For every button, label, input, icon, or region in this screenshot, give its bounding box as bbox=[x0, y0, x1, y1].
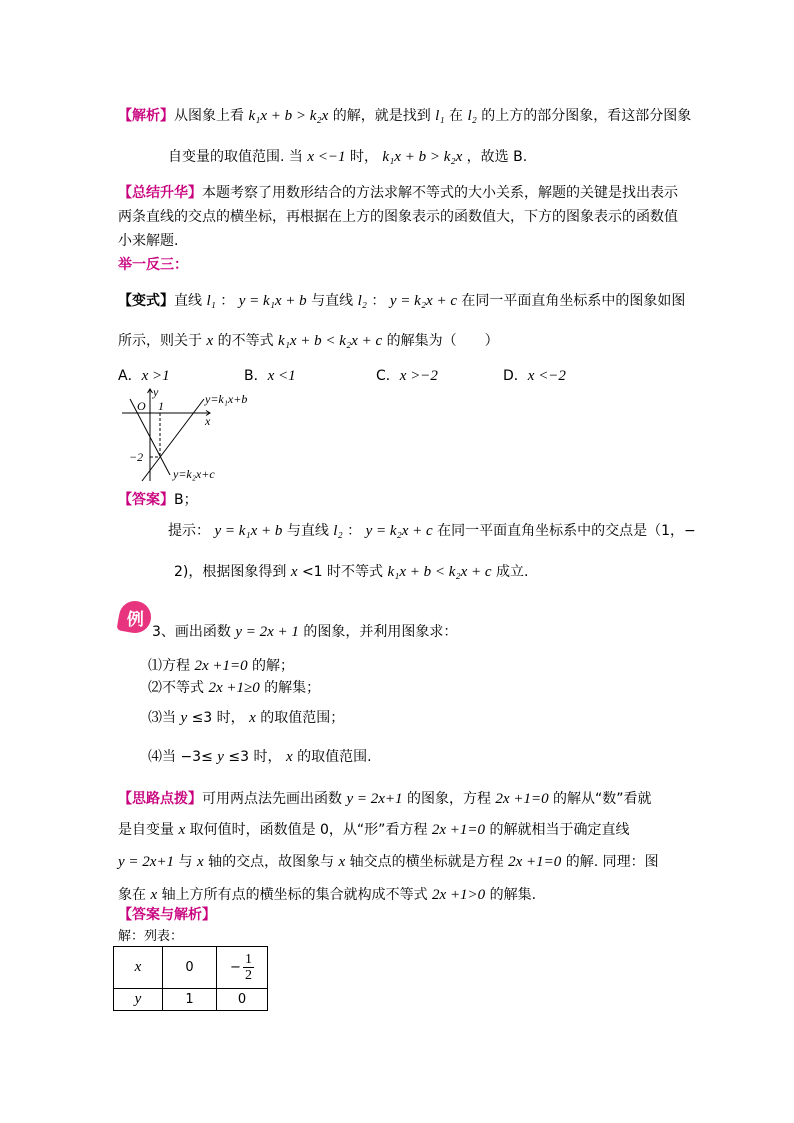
math-expression: l₂ bbox=[467, 108, 477, 124]
text-run: 的取值范围； bbox=[255, 710, 345, 726]
table-cell bbox=[217, 989, 268, 1011]
example-intro-text bbox=[152, 624, 457, 640]
table-row-y bbox=[114, 989, 268, 1011]
math-expression: 2x +1=0 bbox=[495, 791, 549, 807]
analysis-label: 【解析】 bbox=[118, 108, 174, 124]
thinking-line-2 bbox=[118, 821, 630, 839]
practice-heading: 举一反三： bbox=[118, 257, 188, 273]
hint-line-2 bbox=[174, 563, 529, 581]
x-tick-label: 1 bbox=[158, 399, 164, 413]
text-run: ⑶当 bbox=[148, 710, 181, 726]
text-run: 的图象，方程 bbox=[402, 791, 496, 807]
table-row-x bbox=[114, 947, 268, 989]
math-expression: l₁ bbox=[206, 293, 216, 309]
text-run: 的解从“数”看就 bbox=[548, 791, 652, 807]
summary-line-2: 两条直线的交点的横坐标，再根据在上方的图象表示的函数值大，下方的图象表示的函数值 bbox=[118, 209, 678, 225]
text-run: ： bbox=[366, 293, 390, 309]
text-run: ⑵不等式 bbox=[148, 680, 209, 696]
option-value: x <1 bbox=[267, 368, 296, 384]
math-expression: x bbox=[196, 854, 204, 870]
math-expression: 2x +1≥0 bbox=[208, 680, 260, 696]
option-value: x >1 bbox=[141, 368, 170, 384]
text-run: 在同一平面直角坐标系中的交点是（1，− bbox=[432, 523, 696, 539]
text-run: 与直线 bbox=[282, 523, 334, 539]
origin-label: O bbox=[137, 399, 146, 413]
math-expression: y = k₂x + c bbox=[365, 523, 433, 539]
cell-value: 1 bbox=[185, 992, 194, 1007]
math-expression: l₁ bbox=[435, 108, 445, 124]
text-run: 的解，就是找到 bbox=[328, 108, 436, 124]
thinking-text-2 bbox=[118, 822, 630, 838]
variant-text-2 bbox=[118, 333, 499, 349]
text-run: 与直线 bbox=[306, 293, 358, 309]
text-run: ≤3 时， bbox=[187, 710, 250, 726]
summary-label: 【总结升华】 bbox=[118, 185, 202, 201]
math-expression: x bbox=[285, 749, 293, 765]
math-expression: l₂ bbox=[357, 293, 367, 309]
math-expression: y bbox=[217, 749, 224, 765]
math-expression: k₁x + b < k₂x + c bbox=[387, 564, 492, 580]
text-run: 轴上方所有点的横坐标的集合就构成不等式 bbox=[157, 887, 433, 903]
cell-value: 0 bbox=[237, 992, 247, 1007]
summary-line-3: 小来解题. bbox=[118, 233, 179, 249]
text-run: 的上方的部分图象，看这部分图象 bbox=[476, 108, 692, 124]
answer-label: 【答案】 bbox=[118, 492, 174, 508]
answer-line bbox=[118, 491, 198, 509]
thinking-line-4 bbox=[118, 886, 536, 904]
analysis-line-2 bbox=[168, 148, 527, 166]
option-letter: C． bbox=[376, 368, 400, 384]
text-run: 取何值时，函数值是 0，从“形”看方程 bbox=[185, 822, 432, 838]
thinking-line-1 bbox=[118, 790, 652, 808]
example-item-text bbox=[148, 710, 344, 726]
option-letter: A． bbox=[118, 368, 142, 384]
fraction bbox=[243, 952, 254, 983]
variant-label: 【变式】 bbox=[118, 293, 174, 309]
table-header-cell bbox=[114, 989, 163, 1011]
hint-line-1 bbox=[168, 522, 696, 540]
fraction-denominator: 2 bbox=[244, 968, 252, 983]
text-run: 的解. 同理：图 bbox=[561, 854, 659, 870]
text-run: 的解； bbox=[247, 658, 295, 674]
text-run: 自变量的取值范围. 当 bbox=[168, 149, 308, 165]
table-cell bbox=[163, 989, 217, 1011]
option-d bbox=[503, 367, 566, 385]
math-expression: 2x +1=0 bbox=[194, 658, 248, 674]
thinking-text-1 bbox=[202, 791, 652, 807]
example-intro bbox=[152, 623, 457, 641]
text-run: 的解集. bbox=[485, 887, 537, 903]
value-table bbox=[113, 946, 268, 1011]
math-expression: 2x +1=0 bbox=[508, 854, 562, 870]
analysis-line-1 bbox=[118, 107, 691, 125]
text-run: 的取值范围. bbox=[292, 749, 372, 765]
text-run: ≤3 时， bbox=[223, 749, 286, 765]
table-cell bbox=[163, 947, 217, 989]
math-expression: y = 2x+1 bbox=[118, 854, 175, 870]
text-run: 在同一平面直角坐标系中的图象如图 bbox=[456, 293, 686, 309]
math-expression: y = 2x+1 bbox=[346, 791, 403, 807]
example-item-text bbox=[148, 680, 320, 696]
math-expression: x <−1 bbox=[307, 149, 346, 165]
math-expression: x bbox=[150, 887, 158, 903]
graph-diagram bbox=[118, 386, 270, 486]
option-a bbox=[118, 367, 170, 385]
option-c bbox=[376, 367, 438, 385]
solution-intro: 解：列表： bbox=[118, 929, 184, 944]
variant-line-1 bbox=[118, 292, 685, 310]
text-run: ，故选 B. bbox=[462, 149, 528, 165]
x-axis-label: x bbox=[205, 414, 211, 428]
text-run: 可用两点法先画出函数 bbox=[202, 791, 347, 807]
y-tick-label: −2 bbox=[129, 450, 144, 464]
text-run: 的解集； bbox=[259, 680, 321, 696]
math-expression: k₁x + b > k₂x bbox=[248, 108, 329, 124]
math-expression: y = k₁x + b bbox=[238, 293, 307, 309]
hint-text-1 bbox=[168, 523, 696, 539]
math-expression: 2x +1>0 bbox=[432, 887, 486, 903]
x-variable-label: x bbox=[134, 959, 142, 975]
text-run: 轴交点的横坐标就是方程 bbox=[345, 854, 509, 870]
math-expression: x bbox=[249, 710, 256, 726]
y-variable-label: y bbox=[134, 991, 142, 1007]
option-letter: B． bbox=[244, 368, 268, 384]
summary-text-1: 本题考察了用数形结合的方法求解不等式的大小关系，解题的关键是找出表示 bbox=[202, 185, 678, 201]
text-run: 是自变量 bbox=[118, 822, 179, 838]
fraction-sign: − bbox=[230, 960, 241, 975]
example-badge-text: 例 bbox=[126, 609, 144, 630]
text-run: 与 bbox=[174, 854, 197, 870]
fraction-value bbox=[230, 952, 254, 983]
variant-text-1 bbox=[174, 293, 685, 309]
text-run: 在 bbox=[444, 108, 468, 124]
example-item-text bbox=[148, 658, 294, 674]
option-value: x >−2 bbox=[399, 368, 438, 384]
thinking-label: 【思路点拨】 bbox=[118, 791, 202, 807]
text-run: 成立. bbox=[491, 564, 529, 580]
fraction-numerator: 1 bbox=[244, 952, 252, 967]
math-expression: y = 2x + 1 bbox=[235, 624, 299, 640]
text-run: 2)，根据图象得到 bbox=[174, 564, 291, 580]
text-run: 时， bbox=[345, 149, 383, 165]
hint-text-2 bbox=[174, 564, 529, 580]
example-badge-icon bbox=[116, 598, 153, 635]
option-value: x <−2 bbox=[527, 368, 566, 384]
text-run: 的解就相当于确定直线 bbox=[485, 822, 630, 838]
text-run: 轴的交点，故图象与 bbox=[203, 854, 339, 870]
math-expression: k₁x + b < k₂x + c bbox=[278, 333, 383, 349]
math-expression: y bbox=[180, 710, 188, 726]
math-expression: l₂ bbox=[333, 523, 343, 539]
answer-value: B； bbox=[174, 492, 198, 508]
variant-line-2 bbox=[118, 332, 499, 350]
math-expression: y = k₂x + c bbox=[389, 293, 457, 309]
text-run: 所示，则关于 bbox=[118, 333, 207, 349]
math-expression: x bbox=[178, 822, 186, 838]
text-run: 提示： bbox=[168, 523, 215, 539]
text-run: 直线 bbox=[174, 293, 207, 309]
text-run: ⑷当 −3≤ bbox=[148, 749, 218, 765]
math-expression: y = k₁x + b bbox=[214, 523, 283, 539]
thinking-line-3 bbox=[118, 853, 659, 871]
line-l1-label: y=k₁x+b bbox=[205, 392, 248, 406]
example-item-1 bbox=[148, 657, 294, 675]
text-run: 从图象上看 bbox=[174, 108, 249, 124]
analysis-text-1 bbox=[174, 108, 691, 124]
line-l2-label: y=k₂x+c bbox=[173, 467, 215, 481]
summary-line-1 bbox=[118, 184, 678, 202]
text-run: 象在 bbox=[118, 887, 151, 903]
analysis-text-2 bbox=[168, 149, 527, 165]
example-item-2 bbox=[148, 679, 320, 697]
text-run: 的图象，并利用图象求： bbox=[298, 624, 458, 640]
text-run: ： bbox=[342, 523, 366, 539]
option-letter: D． bbox=[503, 368, 528, 384]
option-b bbox=[244, 367, 296, 385]
table-header-cell bbox=[114, 947, 163, 989]
thinking-text-4 bbox=[118, 887, 536, 903]
y-axis-label: y bbox=[153, 385, 159, 399]
table-cell bbox=[217, 947, 268, 989]
example-item-text bbox=[148, 749, 372, 765]
math-expression: x bbox=[290, 564, 298, 580]
text-run: ⑴方程 bbox=[148, 658, 195, 674]
text-run: 的不等式 bbox=[213, 333, 279, 349]
text-run: <1 时不等式 bbox=[297, 564, 388, 580]
math-expression: k₁x + b > k₂x bbox=[382, 149, 463, 165]
text-run: 的解集为（ ） bbox=[382, 333, 499, 349]
solution-label: 【答案与解析】 bbox=[118, 907, 216, 923]
math-expression: 2x +1=0 bbox=[431, 822, 486, 838]
thinking-text-3 bbox=[118, 854, 659, 870]
math-expression: x bbox=[206, 333, 214, 349]
text-run: 3、画出函数 bbox=[152, 624, 236, 640]
example-item-3 bbox=[148, 709, 344, 727]
math-expression: x bbox=[338, 854, 346, 870]
example-item-4 bbox=[148, 748, 372, 766]
cell-value: 0 bbox=[185, 960, 194, 975]
text-run: ： bbox=[215, 293, 239, 309]
